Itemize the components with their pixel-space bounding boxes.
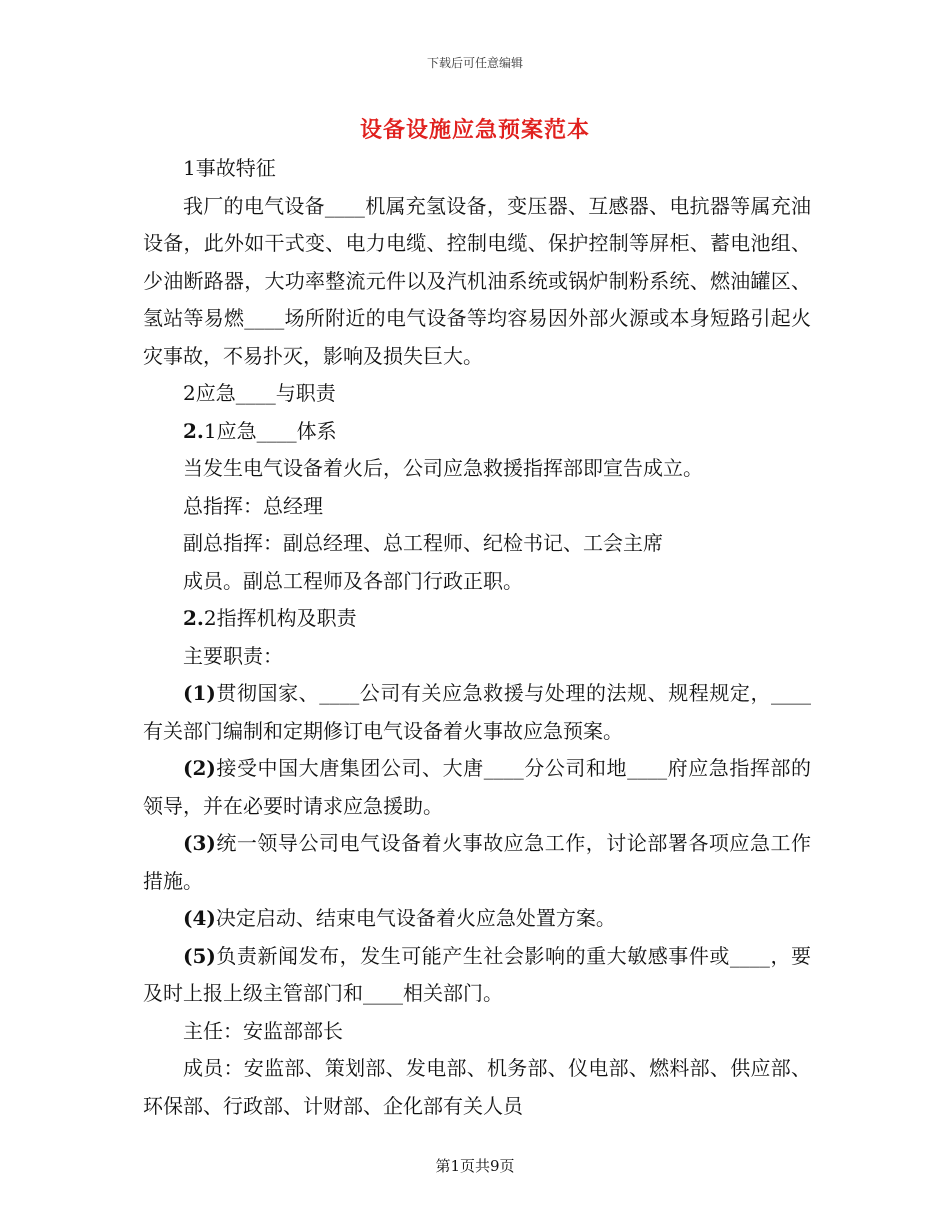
- members-line: 成员。副总工程师及各部门行政正职。: [183, 568, 523, 593]
- duty-item-number: (4): [183, 906, 216, 930]
- document-body: [143, 150, 811, 1125]
- section-2-2-title: 2指挥机构及职责: [203, 606, 357, 630]
- duty-item-number: (5): [183, 943, 216, 968]
- main-duties-label: 主要职责：: [183, 643, 283, 668]
- duty-item-4: [143, 900, 811, 938]
- section-2-2-number: 2.: [183, 606, 204, 630]
- duty-item-number: (3): [183, 831, 216, 855]
- section-2-heading: 2应急____与职责: [183, 381, 336, 405]
- duty-item-5: [143, 938, 811, 1013]
- document-title: 设备设施应急预案范本: [359, 117, 590, 143]
- duty-item-number: (1): [183, 681, 216, 705]
- section-1-heading: 1事故特征: [183, 156, 276, 180]
- duty-item-text: 负责新闻发布，发生可能产生社会影响的重大敏感事件或____，要及时上报上级主管部门和____相关部门。: [143, 943, 811, 1005]
- duty-item-text: 接受中国大唐集团公司、大唐____分公司和地____府应急指挥部的领导，并在必要时请求应急援助。: [143, 756, 811, 818]
- duty-item-2: [143, 750, 811, 825]
- duty-item-text: 统一领导公司电气设备着火事故应急工作，讨论部署各项应急工作措施。: [143, 831, 811, 893]
- director-line: 主任：安监部部长: [183, 1018, 343, 1043]
- section-2-1-heading: [143, 413, 811, 451]
- duty-item-text: 贯彻国家、____公司有关应急救援与处理的法规、规程规定，____有关部门编制和定期修订电气设备着火事故应急预案。: [143, 681, 811, 743]
- deputy-commander: 副总指挥：副总经理、总工程师、纪检书记、工会主席: [183, 531, 663, 555]
- header-note: 下载后可任意编辑: [426, 56, 523, 70]
- page-number-footer: 第1页共9页: [435, 1157, 515, 1175]
- chief-commander: 总指挥：总经理: [183, 493, 323, 518]
- section-2-1-paragraph: 当发生电气设备着火后，公司应急救援指挥部即宣告成立。: [183, 456, 703, 480]
- section-2-1-number: 2.: [183, 418, 204, 443]
- duty-item-3: [143, 825, 811, 900]
- duty-item-text: 决定启动、结束电气设备着火应急处置方案。: [215, 906, 616, 930]
- members-departments: 成员：安监部、策划部、发电部、机务部、仪电部、燃料部、供应部、环保部、行政部、计财部、企化部有关人员: [143, 1056, 811, 1118]
- duty-item-1: [143, 675, 811, 750]
- section-1-paragraph: 我厂的电气设备____机属充氢设备，变压器、互感器、电抗器等属充油设备，此外如干式变、电力电缆、控制电缆、保护控制等屏柜、蓄电池组、少油断路器，大功率整流元件以及汽机油系统或锅炉制粉系统、燃油罐区、氢站等易燃____场所附近的电气设备等均容易因外部火源或本身短路引起火灾事故，不易扑灭，影响及损失巨大。: [143, 193, 811, 368]
- duty-item-number: (2): [183, 756, 216, 780]
- section-2-2-heading: [143, 600, 811, 638]
- section-2-1-title: 1应急____体系: [203, 418, 337, 443]
